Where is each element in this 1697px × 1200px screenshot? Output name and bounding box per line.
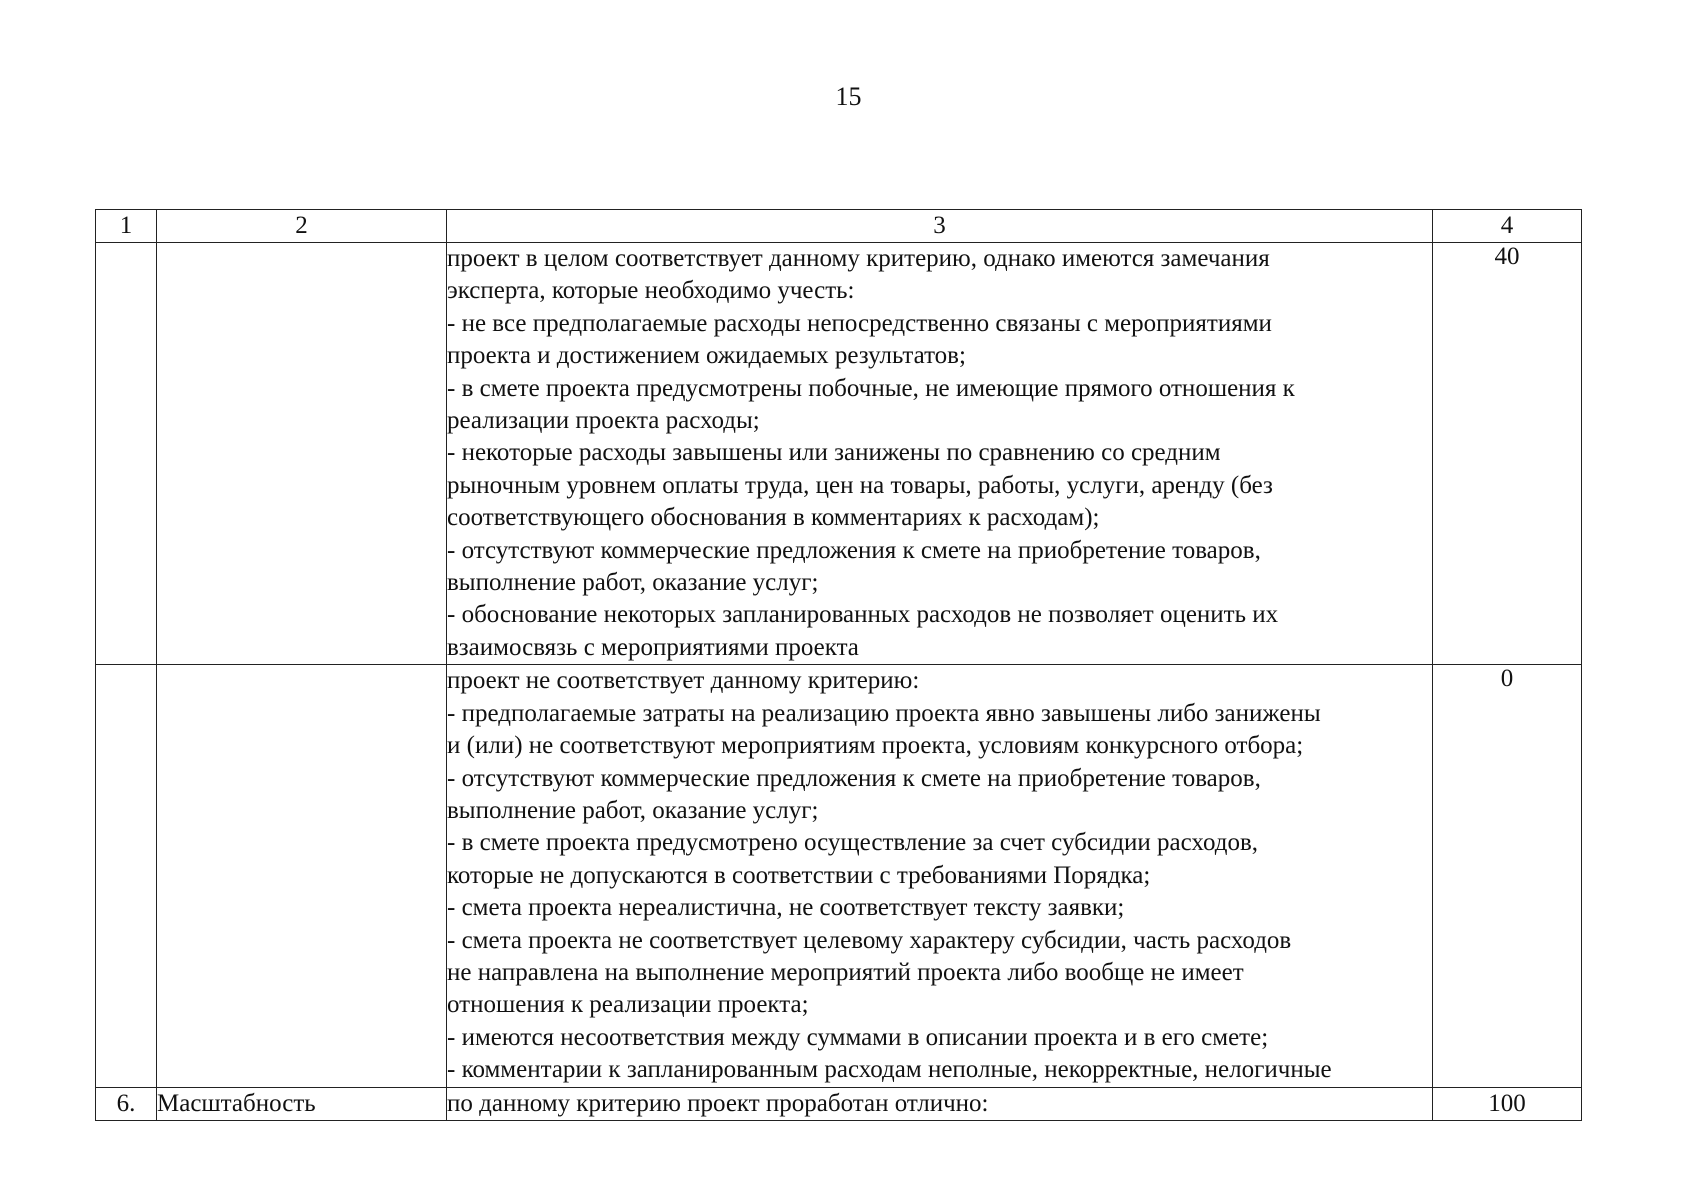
row-number-cell: [96, 665, 157, 1087]
description-line: рыночным уровнем оплаты труда, цен на товары, работы, услуги, аренду (без: [447, 471, 1273, 499]
description-line: проект не соответствует данному критерию:: [447, 667, 920, 695]
description-line: и (или) не соответствуют мероприятиям проекта, условиям конкурсного отбора;: [447, 732, 1304, 760]
page-number: 15: [835, 82, 862, 111]
table-header-row: [96, 210, 1582, 243]
description-line: - предполагаемые затраты на реализацию проекта явно завышены либо занижены: [447, 699, 1321, 727]
description-line: эксперта, которые необходимо учесть:: [447, 277, 855, 305]
description-line: проект в целом соответствует данному критерию, однако имеются замечания: [447, 245, 1270, 272]
row-number-cell: [96, 243, 157, 665]
header-cell-1: 1: [96, 210, 157, 243]
description-line: соответствующего обоснования в комментариях к расходам);: [447, 504, 1100, 532]
criterion-name-cell: [157, 243, 447, 665]
header-cell-2: 2: [157, 210, 447, 243]
description-line: - в смете проекта предусмотрены побочные, не имеющие прямого отношения к: [447, 374, 1295, 402]
description-line: реализации проекта расходы;: [447, 407, 760, 435]
description-line: выполнение работ, оказание услуг;: [447, 796, 819, 824]
description-line: - имеются несоответствия между суммами в описании проекта и в его смете;: [447, 1023, 1269, 1051]
description-line: проекта и достижением ожидаемых результатов;: [447, 342, 966, 370]
description-line: - смета проекта не соответствует целевому характеру субсидии, часть расходов: [447, 926, 1292, 954]
header-cell-4: 4: [1433, 210, 1582, 243]
criterion-description-cell: [447, 243, 1433, 665]
description-line: по данному критерию проект проработан отлично:: [447, 1089, 989, 1117]
header-cell-3: 3: [447, 210, 1433, 243]
table-row: [96, 665, 1582, 1087]
description-line: - отсутствуют коммерческие предложения к смете на приобретение товаров,: [447, 764, 1261, 792]
table-row: [96, 243, 1582, 665]
row-number-cell: 6.: [96, 1087, 157, 1120]
description-line: которые не допускаются в соответствии с требованиями Порядка;: [447, 861, 1151, 889]
description-line: взаимосвязь с мероприятиями проекта: [447, 633, 859, 661]
score-cell: 100: [1433, 1087, 1582, 1120]
description-line: не направлена на выполнение мероприятий проекта либо вообще не имеет: [447, 958, 1244, 986]
table-row: [96, 1087, 1582, 1120]
description-line: - обоснование некоторых запланированных расходов не позволяет оценить их: [447, 601, 1279, 629]
description-line: - в смете проекта предусмотрено осуществление за счет субсидии расходов,: [447, 829, 1259, 857]
score-cell: 0: [1433, 665, 1582, 1087]
description-line: - не все предполагаемые расходы непосредственно связаны с мероприятиями: [447, 309, 1272, 337]
description-line: - отсутствуют коммерческие предложения к смете на приобретение товаров,: [447, 536, 1261, 564]
description-line: - смета проекта нереалистична, не соответствует тексту заявки;: [447, 894, 1125, 922]
description-line: - некоторые расходы завышены или занижены по сравнению со средним: [447, 439, 1221, 467]
description-line: отношения к реализации проекта;: [447, 991, 809, 1019]
criteria-table: [95, 209, 1582, 1121]
criterion-name-cell: Масштабность: [157, 1087, 447, 1120]
score-cell: 40: [1433, 243, 1582, 665]
description-line: - комментарии к запланированным расходам неполные, некорректные, нелогичные: [447, 1056, 1332, 1084]
criterion-description-cell: [447, 665, 1433, 1087]
criterion-name-cell: [157, 665, 447, 1087]
description-line: выполнение работ, оказание услуг;: [447, 569, 819, 597]
criterion-description-cell: [447, 1087, 1433, 1120]
